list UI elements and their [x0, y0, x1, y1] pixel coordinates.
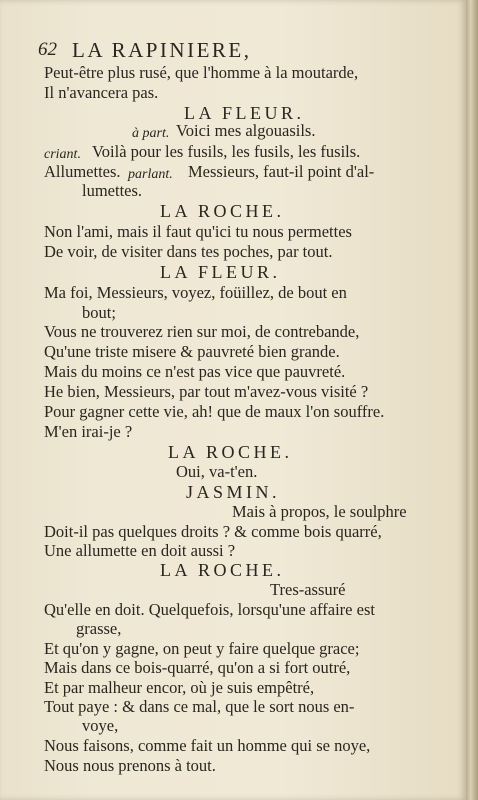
verse-line: Nous faisons, comme fait un homme qui se noye,: [44, 736, 371, 755]
running-head: LA RAPINIERE,: [72, 38, 252, 62]
verse-line: Et par malheur encor, où je suis empêtré,: [44, 678, 315, 697]
verse-line: Il n'avancera pas.: [44, 83, 159, 102]
verse-line: Oui, va-t'en.: [176, 462, 258, 481]
verse-line: Voilà pour les fusils, les fusils, les fusils.: [92, 142, 361, 161]
verse-line: Qu'une triste misere & pauvreté bien grande.: [44, 342, 340, 361]
verse-line: Nous nous prenons à tout.: [44, 756, 216, 775]
page-edge: [466, 0, 478, 800]
verse-line: Pour gagner cette vie, ah! que de maux l'on souffre.: [44, 402, 385, 421]
verse-line: Mais à propos, le soulphre: [232, 502, 407, 521]
verse-line: Mais dans ce bois-quarré, qu'on a si fort outré,: [44, 658, 351, 677]
verse-line: lumettes.: [82, 181, 143, 200]
stage-direction: parlant.: [128, 167, 173, 182]
verse-line: Qu'elle en doit. Quelquefois, lorsqu'une affaire est: [44, 600, 375, 619]
verse-line: Ma foi, Messieurs, voyez, foüillez, de bout en: [44, 283, 347, 302]
stage-direction: à part.: [132, 126, 170, 141]
verse-line: Messieurs, faut-il point d'al-: [188, 162, 375, 181]
verse-line: Une allumette en doit aussi ?: [44, 541, 236, 560]
page-number: 62: [38, 39, 57, 60]
speaker-name: LA FLEUR.: [184, 103, 305, 123]
speaker-name: LA FLEUR.: [160, 262, 281, 282]
speaker-name: LA ROCHE.: [160, 560, 285, 580]
verse-line: Non l'ami, mais il faut qu'ici tu nous permettes: [44, 222, 352, 241]
speaker-name: LA ROCHE.: [160, 201, 285, 221]
verse-line: Tout paye : & dans ce mal, que le sort nous en-: [44, 697, 355, 716]
verse-line: voye,: [82, 716, 119, 735]
verse-line: grasse,: [76, 619, 122, 638]
verse-line: Peut-être plus rusé, que l'homme à la moutarde,: [44, 63, 359, 82]
speaker-name: JASMIN.: [186, 482, 281, 502]
verse-line: Vous ne trouverez rien sur moi, de contrebande,: [44, 322, 360, 341]
stage-direction: criant.: [44, 147, 81, 162]
verse-line: He bien, Messieurs, par tout m'avez-vous visité ?: [44, 382, 369, 401]
verse-line: Doit-il pas quelques droits ? & comme bois quarré,: [44, 522, 382, 541]
verse-line: M'en irai-je ?: [44, 422, 133, 441]
verse-line: Mais du moins ce n'est pas vice que pauvreté.: [44, 362, 346, 381]
verse-line: De voir, de visiter dans tes poches, par tout.: [44, 242, 333, 261]
verse-line: Voici mes algouasils.: [176, 121, 316, 140]
verse-line: bout;: [82, 303, 116, 322]
verse-line: Allumettes.: [44, 162, 121, 181]
verse-line: Tres-assuré: [270, 580, 346, 599]
verse-line: Et qu'on y gagne, on peut y faire quelque grace;: [44, 639, 360, 658]
speaker-name: LA ROCHE.: [168, 442, 293, 462]
